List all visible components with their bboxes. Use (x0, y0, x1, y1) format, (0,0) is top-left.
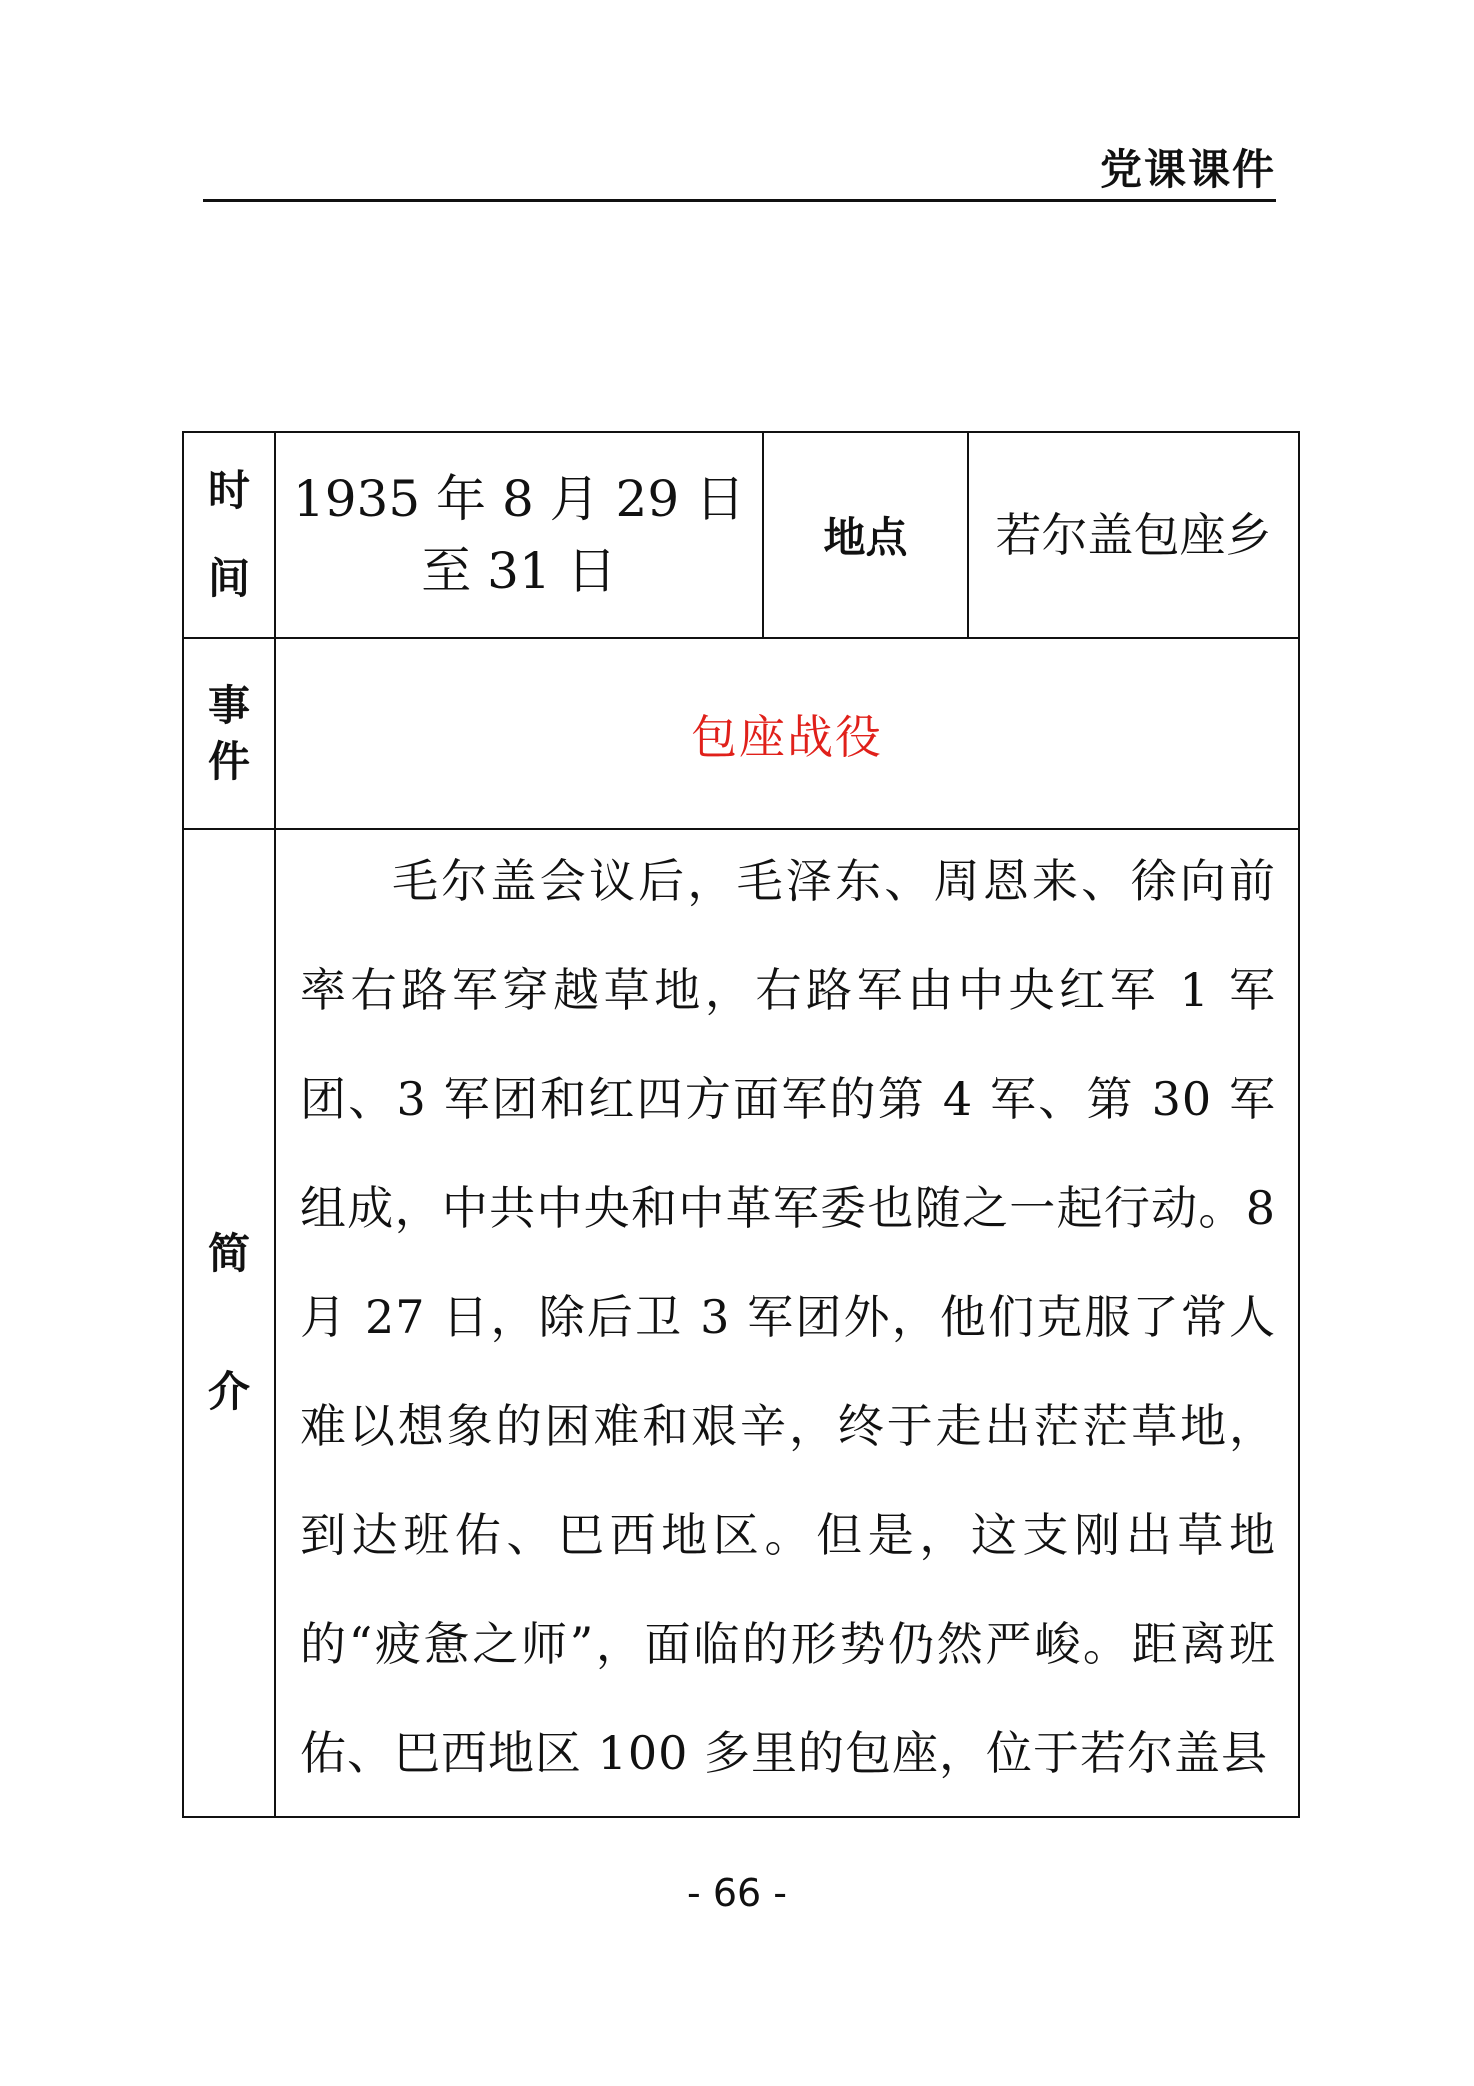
event-label: 事件 (207, 680, 250, 786)
intro-label: 简介 (207, 1229, 250, 1416)
time-label-cell (183, 432, 275, 638)
event-value: 包座战役 (275, 638, 1299, 829)
intro-row (183, 829, 1299, 1817)
header-title: 党课课件 (1099, 145, 1276, 194)
intro-text: 毛尔盖会议后，毛泽东、周恩来、徐向前率右路军穿越草地，右路军由中央红军 1 军团、3 军团和红四方面军的第 4 军、第 30 军组成，中共中央和中革军委也随之一起行动。8 月 27 日，除后卫 3 军团外，他们克服了常人难以想象的困难和艰辛，终于走出茫茫草地，到达班佑、巴西地区。但是，这支刚出草地的“疲惫之师”，面临的形势仍然严峻。距离班佑、巴西地区 100 多里的包座，位于若尔盖县 (300, 854, 1276, 1780)
intro-cell (275, 829, 1299, 1817)
header-divider (203, 199, 1276, 202)
page-number: - 66 - (687, 1871, 787, 1915)
place-value: 若尔盖包座乡 (968, 432, 1299, 638)
record-table (182, 431, 1300, 1818)
date-value: 1935 年 8 月 29 日至 31 日 (275, 432, 763, 638)
intro-label-cell (183, 829, 275, 1817)
time-label: 时间 (207, 466, 250, 603)
event-label-cell (183, 638, 275, 829)
place-label: 地点 (763, 432, 968, 638)
time-place-row (183, 432, 1299, 638)
event-row (183, 638, 1299, 829)
